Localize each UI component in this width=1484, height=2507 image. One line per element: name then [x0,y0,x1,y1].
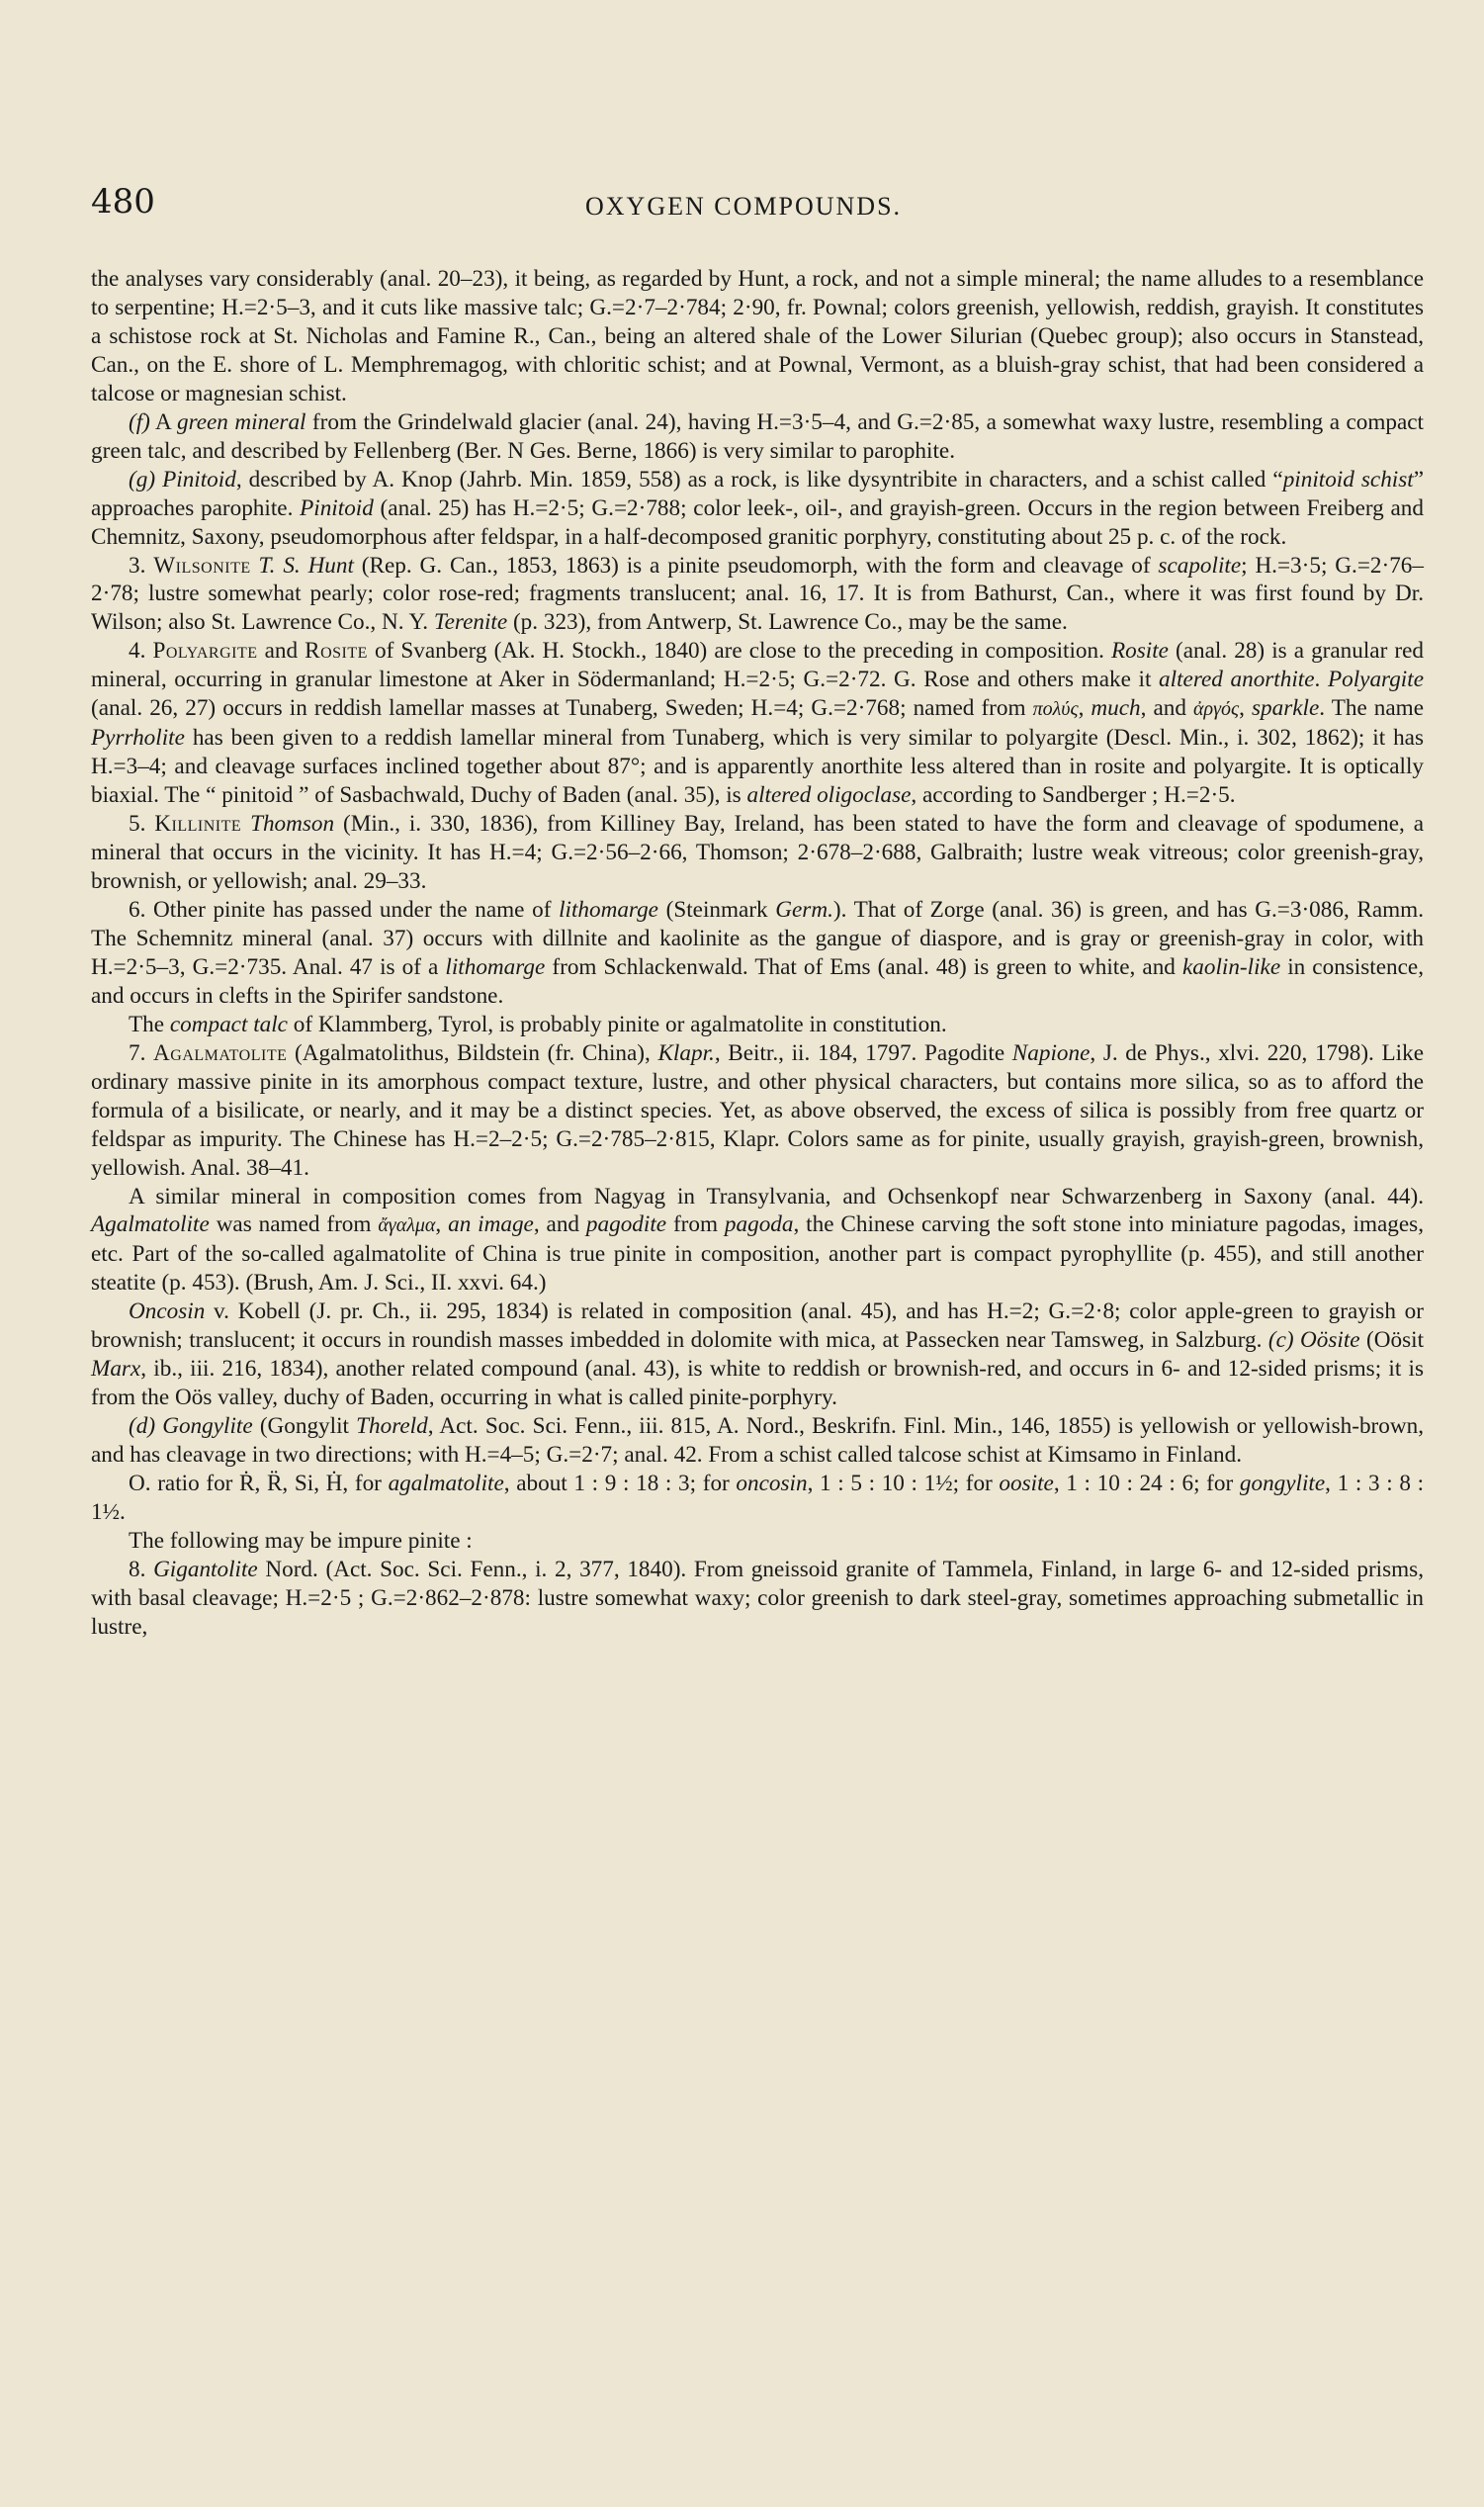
paragraph: A similar mineral in composition comes from Nagyag in Transylvania, and Ochsenkopf near Schwarzenberg in Saxony (anal. 44). Agalmatolite was named from ἄγαλμα, an image, and pagodite from pagoda, the Chinese carving the soft stone into miniature pagodas, images, etc. Part of the so-called agalmatolite of China is true pinite in composition, another part is compact pyrophyllite (p. 455), and still another steatite (p. 453). (Brush, Am. J. Sci., II. xxvi. 64.) [91,1183,1424,1297]
paragraph: Oncosin v. Kobell (J. pr. Ch., ii. 295, 1834) is related in composition (anal. 45), and has H.=2; G.=2·8; color apple-green to grayish or brownish; translucent; it occurs in roundish masses imbedded in dolomite with mica, at Passecken near Tamsweg, in Salzburg. (c) Oösite (Oösit Marx, ib., iii. 216, 1834), another related compound (anal. 43), is white to reddish or brownish-red, and occurs in 6- and 12-sided prisms; it is from the Oös valley, duchy of Baden, occurring in what is called pinite-porphyry. [91,1298,1425,1411]
body-text [91,265,1424,1642]
paragraph: (f) A green mineral from the Grindelwald glacier (anal. 24), having H.=3·5–4, and G.=2·85, a somewhat waxy lustre, resembling a compact green talc, and described by Fellenberg (Ber. N Ges. Berne, 1866) is very similar to parophite. [91,408,1424,464]
paragraph: The following may be impure pinite : [129,1527,473,1554]
page-number: 480 [91,182,155,222]
running-title: OXYGEN COMPOUNDS. [585,192,903,221]
paragraph: The compact talc of Klammberg, Tyrol, is probably pinite or agalmatolite in constitution. [129,1011,947,1037]
paragraph: the analyses vary considerably (anal. 20–23), it being, as regarded by Hunt, a rock, and not a simple mineral; the name alludes to a resemblance to serpentine; H.=2·5–3, and it cuts like massive talc; G.=2·7–2·784; 2·90, fr. Pownal; colors greenish, yellowish, reddish, grayish. It constitutes a schistose rock at St. Nicholas and Famine R., Can., being an altered shale of the Lower Silurian (Quebec group); also occurs in Stanstead, Can., on the E. shore of L. Memphremagog, with chloritic schist; and at Pownal, Vermont, as a bluish-gray schist, that had been considered a talcose or magnesian schist. [91,266,1424,406]
paragraph: O. ratio for Ṙ, R̈, Si, Ḣ, for agalmatolite, about 1 : 9 : 18 : 3; for oncosin, 1 : 5 : 10 : 1½; for oosite, 1 : 10 : 24 : 6; for gongylite, 1 : 3 : 8 : 1½. [91,1471,1425,1525]
paragraph: 4. Polyargite and Rosite of Svanberg (Ak. H. Stockh., 1840) are close to the preceding in composition. Rosite (anal. 28) is a granular red mineral, occurring in granular limestone at Aker in Södermanland; H.=2·5; G.=2·72. G. Rose and others make it altered anorthite. Polyargite (anal. 26, 27) occurs in reddish lamellar masses at Tunaberg, Sweden; H.=4; G.=2·768; named from πολύς, much, and ἀργός, sparkle. The name Pyrrholite has been given to a reddish lamellar mineral from Tunaberg, which is very similar to polyargite (Descl. Min., i. 302, 1862); it has H.=3–4; and cleavage surfaces inclined together about 87°; and is apparently anorthite less altered than in rosite and polyargite. It is optically biaxial. The “ pinitoid ” of Sasbachwald, Duchy of Baden (anal. 35), is altered oligoclase, according to Sandberger ; H.=2·5. [91,638,1425,809]
paragraph: 3. Wilsonite T. S. Hunt (Rep. G. Can., 1853, 1863) is a pinite pseudomorph, with the form and cleavage of scapolite; H.=3·5; G.=2·76–2·78; lustre somewhat pearly; color rose-red; fragments translucent; anal. 16, 17. It is from Bathurst, Can., where it was first found by Dr. Wilson; also St. Lawrence Co., N. Y. Terenite (p. 323), from Antwerp, St. Lawrence Co., may be the same. [91,552,1424,636]
paragraph: (d) Gongylite (Gongylit Thoreld, Act. Soc. Sci. Fenn., iii. 815, A. Nord., Beskrifn. Finl. Min., 146, 1855) is yellowish or yellowish-brown, and has cleavage in two directions; with H.=4–5; G.=2·7; anal. 42. From a schist called talcose schist at Kimsamo in Finland. [91,1413,1425,1469]
paragraph: 8. Gigantolite Nord. (Act. Soc. Sci. Fenn., i. 2, 377, 1840). From gneissoid granite of Tammela, Finland, in large 6- and 12-sided prisms, with basal cleavage; H.=2·5 ; G.=2·862–2·878: lustre somewhat waxy; color greenish to dark steel-gray, sometimes approaching submetallic in lustre, [91,1556,1424,1640]
paragraph: 6. Other pinite has passed under the name of lithomarge (Steinmark Germ.). That of Zorge (anal. 36) is green, and has G.=3·086, Ramm. The Schemnitz mineral (anal. 37) occurs with dillnite and kaolinite as the gangue of diaspore, and is gray or greenish-gray in color, with H.=2·5–3, G.=2·735. Anal. 47 is of a lithomarge from Schlackenwald. That of Ems (anal. 48) is green to white, and kaolin-like in consistence, and occurs in clefts in the Spirifer sandstone. [91,896,1425,1009]
paragraph: (g) Pinitoid, described by A. Knop (Jahrb. Min. 1859, 558) as a rock, is like dysyntribite in characters, and a schist called “pinitoid schist” approaches parophite. Pinitoid (anal. 25) has H.=2·5; G.=2·788; color leek-, oil-, and grayish-green. Occurs in the region between Freiberg and Chemnitz, Saxony, pseudomorphous after feldspar, in a half-decomposed granitic porphyry, constituting about 25 p. c. of the rock. [91,466,1424,550]
paragraph: 7. Agalmatolite (Agalmatolithus, Bildstein (fr. China), Klapr., Beitr., ii. 184, 1797. Pagodite Napione, J. de Phys., xlvi. 220, 1798). Like ordinary massive pinite in its amorphous compact texture, lustre, and other physical characters, but contains more silica, so as to afford the formula of a bisilicate, or nearly, and it may be a distinct species. Yet, as above observed, the excess of silica is possibly from free quartz or feldspar as impurity. The Chinese has H.=2–2·5; G.=2·785–2·815, Klapr. Colors same as for pinite, usually grayish, grayish-green, brownish, yellowish. Anal. 38–41. [91,1039,1424,1181]
paragraph: 5. Killinite Thomson (Min., i. 330, 1836), from Killiney Bay, Ireland, has been stated to have the form and cleavage of spodumene, a mineral that occurs in the vicinity. It has H.=4; G.=2·56–2·66, Thomson; 2·678–2·688, Galbraith; lustre weak vitreous; color greenish-gray, brownish, or yellowish; anal. 29–33. [91,811,1425,895]
